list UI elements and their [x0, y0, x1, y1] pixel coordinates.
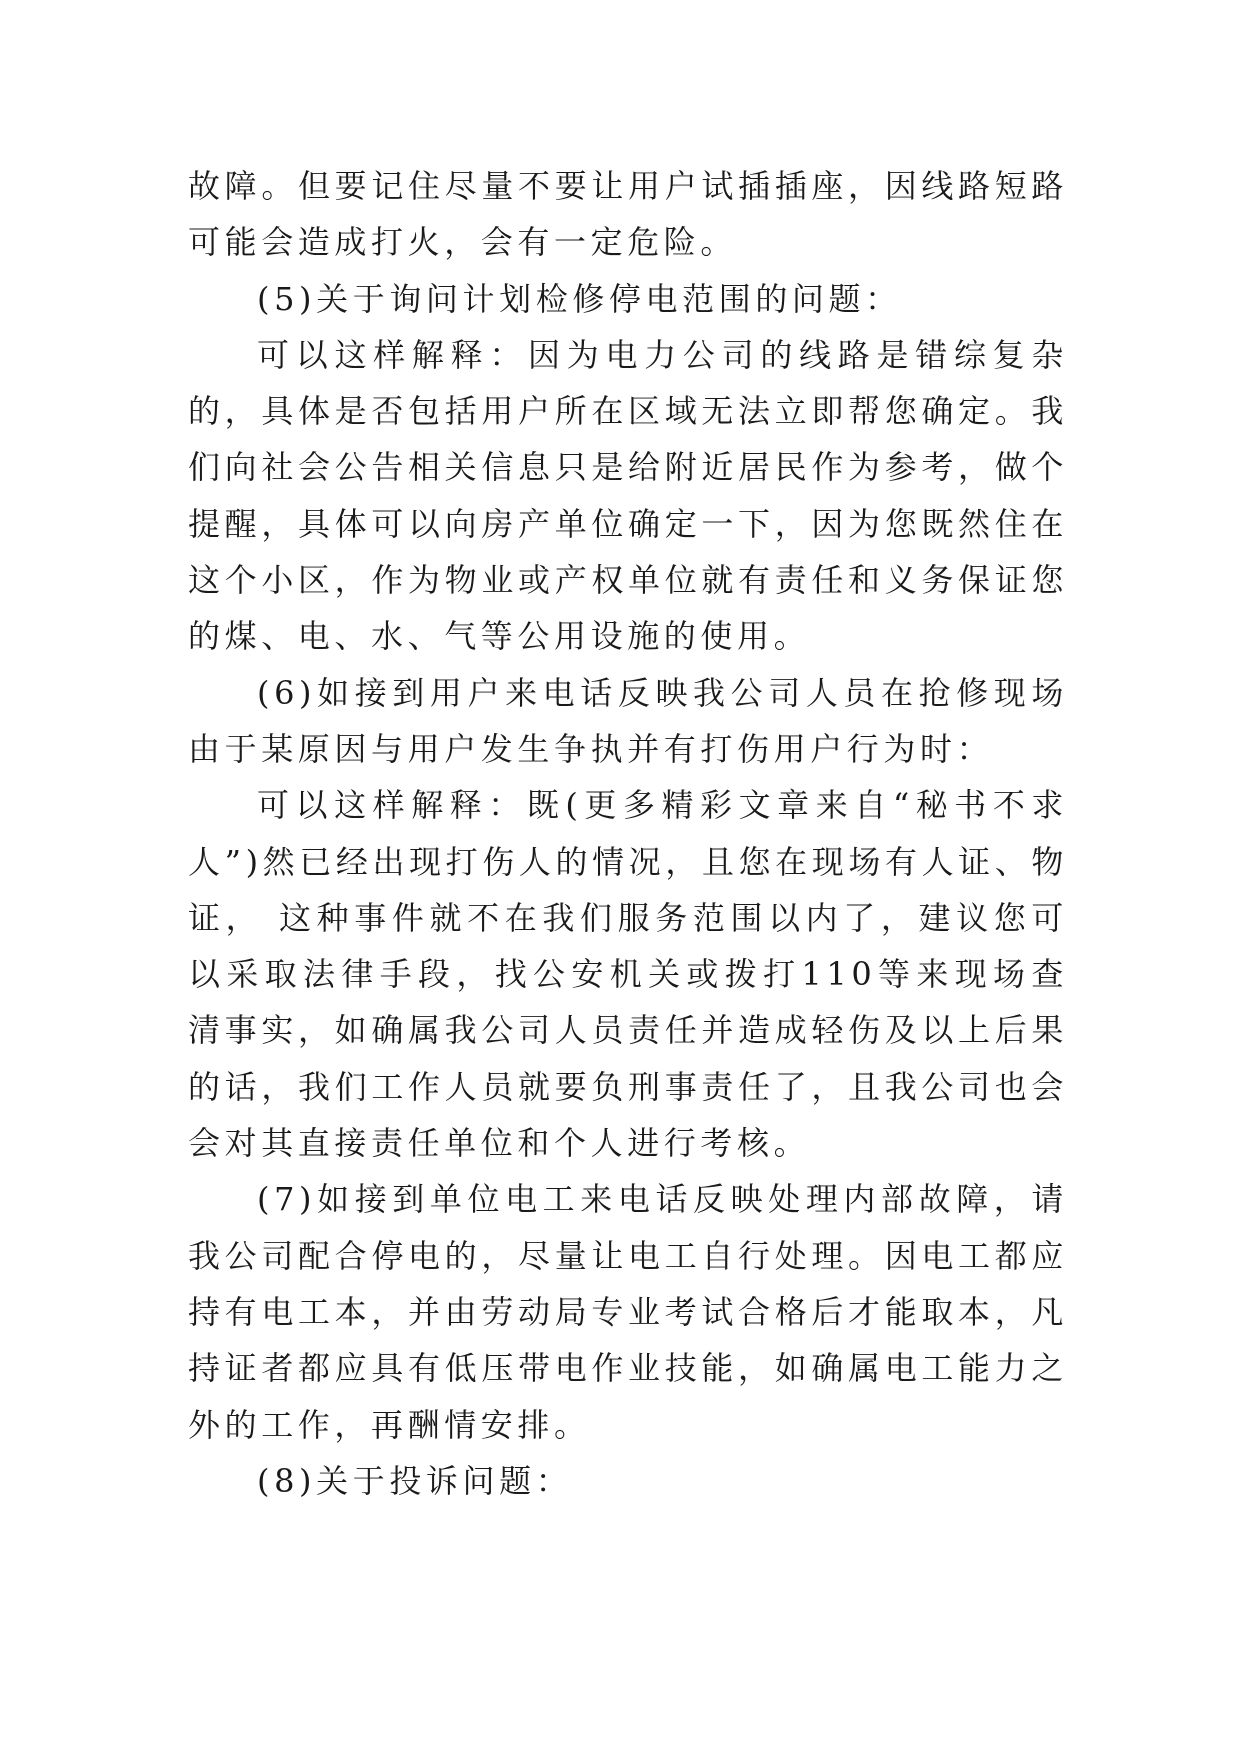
document-body [188, 158, 1068, 1509]
paragraph-heading-5: (5)关于询问计划检修停电范围的问题： [257, 279, 902, 318]
paragraph-fault-warning: 故障。但要记住尽量不要让用户试插插座，因线路短路可能会造成打火，会有一定危险。 [188, 167, 1068, 262]
paragraph-explanation-6: 可以这样解释：既(更多精彩文章来自“秘书不求人”)然已经出现打伤人的情况，且您在现场有人证、物证， 这种事件就不在我们服务范围以内了，建议您可以采取法律手段，找公安机关或拨打110等来现场查清事实，如确属我公司人员责任并造成轻伤及以上后果的话，我们工作人员就要负刑事责任了，且我公司也会会对其直接责任单位和个人进行考核。 [188, 786, 1068, 1163]
paragraph-explanation-5: 可以这样解释：因为电力公司的线路是错综复杂的，具体是否包括用户所在区域无法立即帮您确定。我们向社会公告相关信息只是给附近居民作为参考，做个提醒，具体可以向房产单位确定一下，因为您既然住在这个小区，作为物业或产权单位就有责任和义务保证您的煤、电、水、气等公用设施的使用。 [188, 335, 1068, 656]
paragraph-heading-6: (6)如接到用户来电话反映我公司人员在抢修现场由于某原因与用户发生争执并有打伤用户行为时： [188, 673, 1068, 768]
paragraph-heading-8: (8)关于投诉问题： [257, 1461, 573, 1500]
paragraph-item-7: (7)如接到单位电工来电话反映处理内部故障，请我公司配合停电的，尽量让电工自行处理。因电工都应持有电工本，并由劳动局专业考试合格后才能取本，凡持证者都应具有低压带电作业技能，如确属电工能力之外的工作，再酬情安排。 [188, 1180, 1068, 1444]
